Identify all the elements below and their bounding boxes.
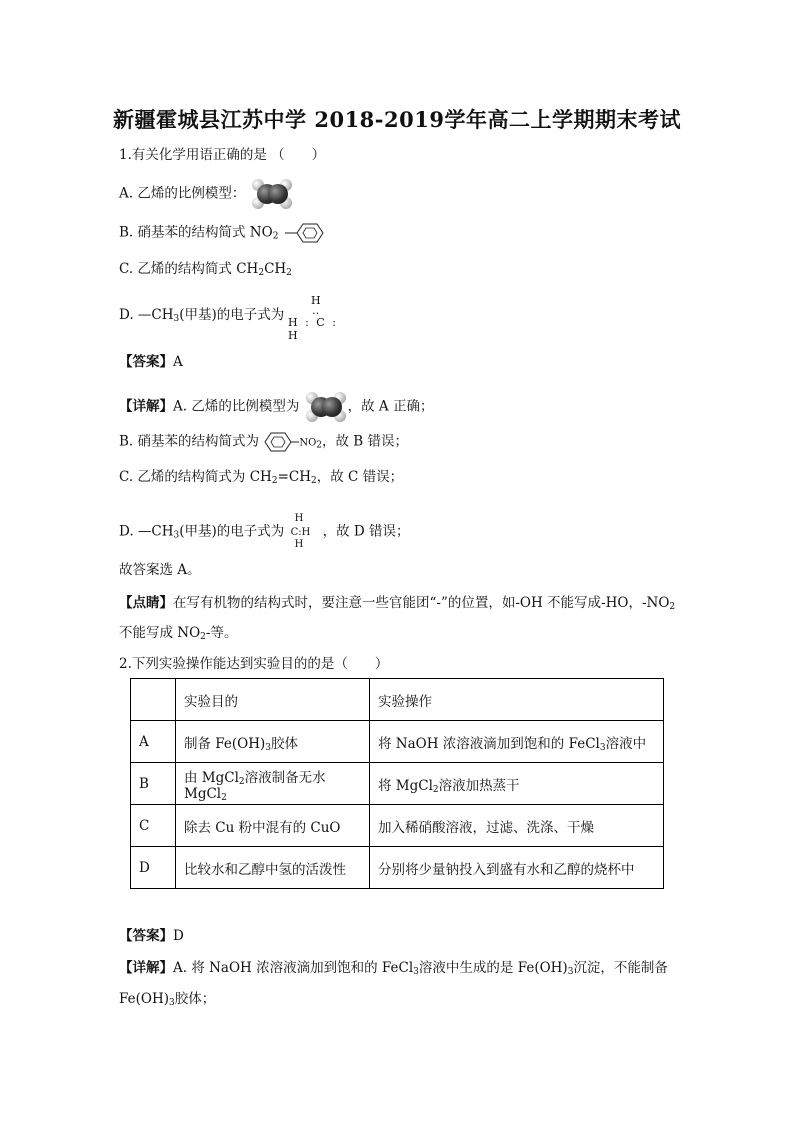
table-cell-purpose: 制备 $Fe(OH)_3$胶体 bbox=[176, 721, 370, 763]
table-cell-label: D bbox=[131, 847, 176, 889]
experiment-table bbox=[130, 678, 664, 889]
table-cell-label: B bbox=[131, 763, 176, 805]
ethylene-ball-model-icon bbox=[250, 177, 294, 211]
benzene-ring-icon bbox=[283, 222, 329, 244]
q1-detail-a: 【详解】A. 乙烯的比例模型为 ，故 A 正确； bbox=[119, 390, 433, 424]
q1-option-c: C. 乙烯的结构简式 $CH_2CH_2$ bbox=[119, 261, 292, 278]
table-cell-operation: 将 NaOH 浓溶液滴加到饱和的 FeCl$_3$溶液中 bbox=[370, 721, 664, 763]
page-title: 新疆霍城县江苏中学 2018-2019学年高二上学期期末考试 bbox=[113, 107, 681, 132]
table-row bbox=[131, 805, 664, 847]
table-cell-operation: 加入稀硝酸溶液，过滤、洗涤、干燥 bbox=[370, 805, 664, 847]
q1-option-a bbox=[119, 177, 294, 211]
table-header-cell: 实验操作 bbox=[370, 679, 664, 721]
q1-tip-line2: 不能写成 $NO_2-$等。 bbox=[119, 625, 238, 642]
q1-stem: 1.有关化学用语正确的是 （ ） bbox=[119, 147, 326, 163]
table-row bbox=[131, 763, 664, 805]
q2-stem: 2.下列实验操作能达到实验目的的是（ ） bbox=[119, 656, 389, 672]
q1-detail-c: C. 乙烯的结构简式为 $CH_2=CH_2$，故 C 错误； bbox=[119, 469, 404, 486]
q2-detail-a-line2: $Fe(OH)_3$胶体； bbox=[119, 991, 216, 1008]
table-header-cell bbox=[131, 679, 176, 721]
table-cell-label: A bbox=[131, 721, 176, 763]
table-row bbox=[131, 721, 664, 763]
methyl-electron-formula-small: H C:H H bbox=[290, 513, 311, 550]
q1-option-b: B. 硝基苯的结构简式 $NO_2$ bbox=[119, 222, 329, 244]
table-cell-operation: 将 MgCl$_2$溶液加热蒸干 bbox=[370, 763, 664, 805]
q1-answer: 【答案】A bbox=[119, 354, 183, 370]
benzene-ring-icon bbox=[263, 431, 299, 453]
table-header-cell: 实验目的 bbox=[176, 679, 370, 721]
table-header-row bbox=[131, 679, 664, 721]
q1-option-a-text: A. 乙烯的比例模型： bbox=[119, 185, 246, 202]
table-cell-purpose: 由 MgCl$_2$溶液制备无水 MgCl$_2$ bbox=[176, 763, 370, 805]
methyl-electron-formula: H ‥ H : C : H bbox=[288, 294, 338, 342]
table-cell-operation: 分别将少量钠投入到盛有水和乙醇的烧杯中 bbox=[370, 847, 664, 889]
q1-tip-line1: 【点睛】在写有机物的结构式时，要注意一些官能团“-”的位置，如-OH 不能写成-HO，$-NO_2$ bbox=[119, 595, 676, 612]
q1-detail-b: B. 硝基苯的结构简式为 $NO_2$，故 B 错误； bbox=[119, 431, 408, 453]
q2-answer: 【答案】D bbox=[119, 928, 184, 944]
table-cell-purpose: 比较水和乙醇中氢的活泼性 bbox=[176, 847, 370, 889]
table-cell-label: C bbox=[131, 805, 176, 847]
ethylene-ball-model-icon bbox=[304, 390, 348, 424]
table-row bbox=[131, 847, 664, 889]
q1-detail-d: D. $—CH_3$(甲基)的电子式为 H C:H H ，故 D 错误； bbox=[119, 513, 410, 550]
q1-option-d: D. $—CH_3$(甲基)的电子式为 bbox=[119, 307, 285, 324]
table-cell-purpose: 除去 Cu 粉中混有的 CuO bbox=[176, 805, 370, 847]
q2-detail-a-line1: 【详解】A. 将 NaOH 浓溶液滴加到饱和的 FeCl$_3$溶液中生成的是 $Fe(OH)_3$沉淀，不能制备 bbox=[119, 960, 668, 977]
q1-conclusion: 故答案选 A。 bbox=[119, 562, 201, 578]
